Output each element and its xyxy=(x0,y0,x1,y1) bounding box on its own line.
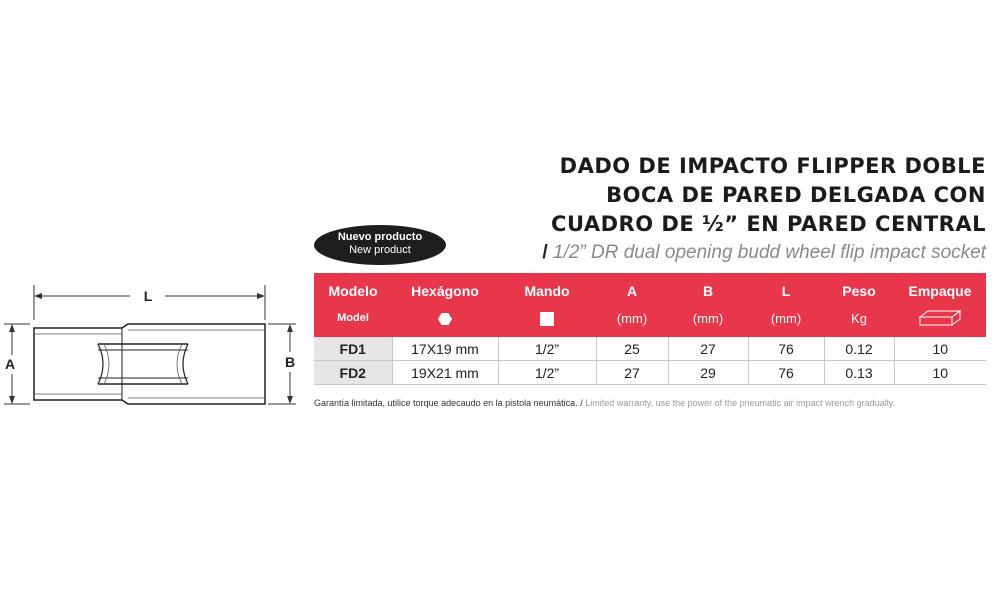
badge-line-es: Nuevo producto xyxy=(337,231,423,243)
note-slash: / xyxy=(580,398,583,408)
title-line-3: CUADRO DE ½” EN PARED CENTRAL xyxy=(551,212,986,236)
subheader-empaque xyxy=(894,299,986,337)
socket-drawing xyxy=(0,280,310,420)
subheader-peso: Kg xyxy=(824,299,894,337)
header-hexagono: Hexágono xyxy=(392,273,498,299)
cell-a: 27 xyxy=(596,361,668,385)
cell-hexagono: 19X21 mm xyxy=(392,361,498,385)
note-en: Limited warranty, use the power of the pneumatic air impact wrench gradually. xyxy=(585,398,896,408)
spec-table xyxy=(314,273,986,385)
header-modelo: Modelo xyxy=(314,273,392,299)
subheader-l: (mm) xyxy=(748,299,824,337)
label-b: B xyxy=(284,354,296,370)
header-peso: Peso xyxy=(824,273,894,299)
subheader-a: (mm) xyxy=(596,299,668,337)
cell-b: 29 xyxy=(668,361,748,385)
header-mando: Mando xyxy=(498,273,596,299)
hexagon-icon xyxy=(438,312,452,326)
cell-empaque: 10 xyxy=(894,337,986,361)
title-line-1: DADO DE IMPACTO FLIPPER DOBLE xyxy=(559,154,986,178)
cell-b: 27 xyxy=(668,337,748,361)
box-icon xyxy=(919,310,961,326)
title-line-2: BOCA DE PARED DELGADA CON xyxy=(606,183,986,207)
header-b: B xyxy=(668,273,748,299)
subheader-square xyxy=(498,299,596,337)
cell-empaque: 10 xyxy=(894,361,986,385)
table-header-row xyxy=(314,273,986,299)
table-row xyxy=(314,361,986,385)
subheader-b: (mm) xyxy=(668,299,748,337)
badge-line-en: New product xyxy=(349,244,411,256)
subtitle-slash: / xyxy=(542,242,548,263)
header-empaque: Empaque xyxy=(894,273,986,299)
cell-hexagono: 17X19 mm xyxy=(392,337,498,361)
cell-a: 25 xyxy=(596,337,668,361)
header-a: A xyxy=(596,273,668,299)
note-es: Garantía limitada, utilice torque adecaudo en la pistola neumática. xyxy=(314,398,578,408)
cell-mando: 1/2” xyxy=(498,361,596,385)
subtitle-text: 1/2” DR dual opening budd wheel flip impact socket xyxy=(552,242,986,263)
cell-model: FD1 xyxy=(314,337,392,361)
product-title xyxy=(551,152,986,239)
label-a: A xyxy=(4,356,16,372)
subheader-hex xyxy=(392,299,498,337)
cell-peso: 0.12 xyxy=(824,337,894,361)
new-product-badge xyxy=(314,225,446,265)
table-subheader-row xyxy=(314,299,986,337)
cell-peso: 0.13 xyxy=(824,361,894,385)
subheader-model: Model xyxy=(314,299,392,337)
square-icon xyxy=(540,312,554,326)
label-l: L xyxy=(143,288,153,304)
cell-model: FD2 xyxy=(314,361,392,385)
cell-mando: 1/2” xyxy=(498,337,596,361)
table-row xyxy=(314,337,986,361)
cell-l: 76 xyxy=(748,337,824,361)
product-subtitle xyxy=(542,242,986,264)
cell-l: 76 xyxy=(748,361,824,385)
header-l: L xyxy=(748,273,824,299)
warranty-note xyxy=(314,398,895,408)
